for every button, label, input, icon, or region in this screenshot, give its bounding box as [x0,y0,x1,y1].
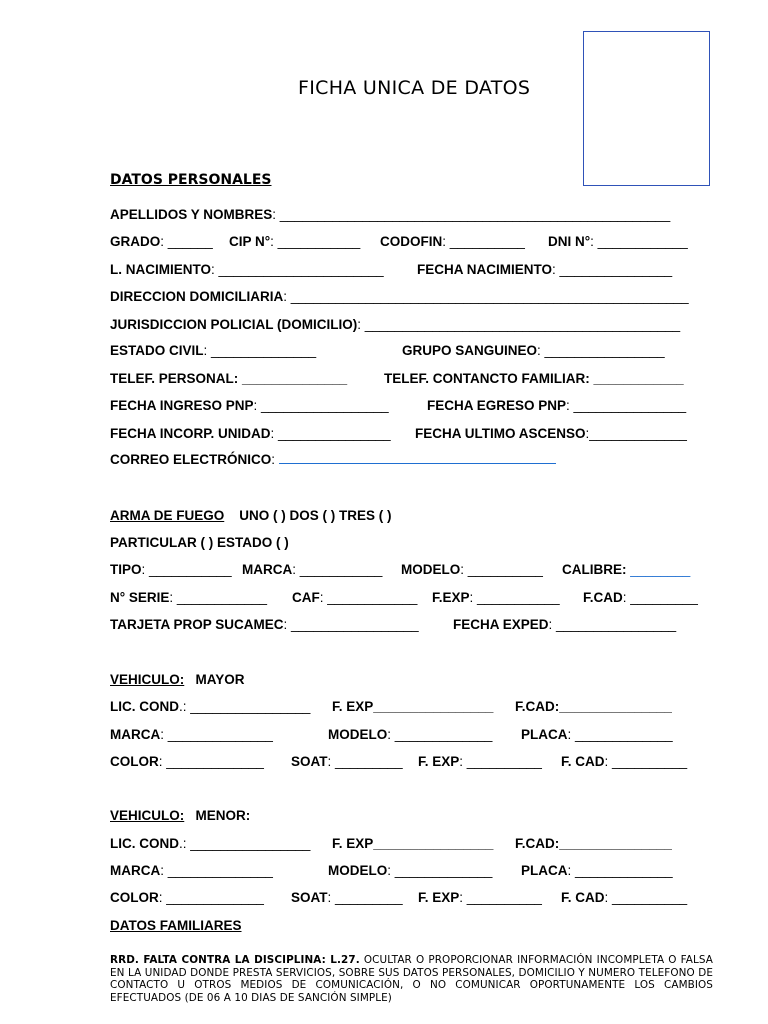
field-blank: : _____________________________________________________ [283,289,689,304]
field-label: CODOFIN [380,234,443,249]
arma-options[interactable]: UNO ( ) DOS ( ) TRES ( ) [239,508,392,523]
field-blank: : _______________ [566,398,687,413]
field-label: GRADO [110,234,161,249]
field-blank: : _____________ [567,863,673,878]
note-text: OCULTAR O PROPORCIONAR INFORMACIÓN INCOMPLETA O FALSA EN LA UNIDAD DONDE PRESTA SERVICIOS, SOBRE SUS DATOS PERSONALES, DOMICILIO Y NUMERO TELEFONO DE CONTACTO U OTROS MEDIOS DE COMUNICACIÓN, O NO COMUNICAR OPORTUNAMENTE LOS CAMBIOS EFECTUADOS (DE 06 A 10 DIAS DE SANCIÓN SIMPLE) [110,954,713,1004]
field-label: LIC. COND [110,699,179,714]
field-telef-familiar[interactable]: TELEF. CONTANCTO FAMILIAR: ____________ [384,371,684,386]
field-blank: : _____________ [567,727,673,742]
field-fexp-mayor[interactable]: F. EXP________________ [332,699,494,714]
field-label: CALIBRE: [562,562,631,577]
field-label: F. EXP [418,890,460,905]
field-fcad-arma[interactable] [583,590,698,605]
field-blank: : _________ [622,590,698,605]
field-marca-mayor[interactable] [110,727,273,742]
field-tarjeta-sucamec[interactable] [110,617,419,632]
field-fecha-nacimiento[interactable] [417,262,672,277]
field-colon: : [271,452,279,467]
field-blank: : ___________ [141,562,232,577]
field-blank: : __________ [442,234,525,249]
field-label: N° SERIE [110,590,170,605]
field-blank: .: ________________ [179,836,311,851]
field-label: F. CAD [561,890,605,905]
field-label: TIPO [110,562,142,577]
field-placa-menor[interactable] [521,863,673,878]
field-label: F. CAD [561,754,605,769]
field-label: MARCA [110,863,161,878]
field-label: PLACA [521,863,568,878]
field-blank: : __________ [459,754,542,769]
field-blank: : _______________ [552,262,673,277]
field-label: COLOR [110,754,159,769]
field-marca-menor[interactable] [110,863,273,878]
field-blank: : __________________________________________ [357,317,681,332]
field-label: GRUPO SANGUINEO [402,343,538,358]
field-jurisdiccion[interactable] [110,317,680,332]
field-soat-menor[interactable] [291,890,403,905]
field-label: FECHA INGRESO PNP [110,398,254,413]
vehiculo-menor-header [110,808,250,823]
field-label: FECHA EXPED [453,617,549,632]
field-blank: : ____________ [590,234,688,249]
field-fcad-menor[interactable]: F.CAD:_______________ [515,836,672,851]
field-blank: : _________________ [283,617,419,632]
field-soat-fexp-mayor[interactable] [418,754,542,769]
vehiculo-label: VEHICULO: [110,672,185,687]
field-fecha-ingreso[interactable] [110,398,389,413]
field-soat-mayor[interactable] [291,754,403,769]
field-label: CORREO ELECTRÓNICO [110,452,272,467]
field-fcad-mayor[interactable]: F.CAD:_______________ [515,699,672,714]
field-blank: : _____________ [158,890,264,905]
field-label: DNI N° [548,234,591,249]
section-datos-personales: DATOS PERSONALES [110,172,272,188]
field-label: MODELO [328,863,388,878]
field-correo[interactable] [110,452,556,467]
field-blank: : ____________ [169,590,268,605]
field-caf[interactable] [292,590,417,605]
field-blank: : ______ [160,234,213,249]
field-direccion[interactable] [110,289,689,304]
field-blank: : ______________ [160,863,273,878]
field-tipo[interactable] [110,562,232,577]
field-modelo-arma[interactable] [401,562,543,577]
field-label: L. NACIMIENTO [110,262,211,277]
field-label: TARJETA PROP SUCAMEC [110,617,284,632]
field-blank: .: ________________ [179,699,311,714]
field-blank: ________ [630,562,691,577]
field-label: FECHA INCORP. UNIDAD [110,426,271,441]
field-label: DIRECCION DOMICILIARIA [110,289,284,304]
photo-box [583,31,710,186]
field-grado[interactable] [110,234,213,249]
field-fecha-egreso[interactable] [427,398,686,413]
field-blank: : _________ [327,890,403,905]
field-telef-personal[interactable]: TELEF. PERSONAL: ______________ [110,371,348,386]
field-placa-mayor[interactable] [521,727,673,742]
field-label: FECHA ULTIMO ASCENSO [415,426,586,441]
field-codofin[interactable] [380,234,525,249]
field-label: MODELO [328,727,388,742]
field-blank: : ________________ [537,343,665,358]
vehiculo-type: MAYOR [195,672,245,687]
section-title: DATOS FAMILIARES [110,918,242,933]
field-blank: : ____________ [319,590,418,605]
field-soat-fcad-mayor[interactable] [561,754,687,769]
field-cip[interactable] [229,234,360,249]
field-fexp-menor[interactable]: F. EXP________________ [332,836,494,851]
field-label: F.EXP [432,590,470,605]
field-label: MARCA [110,727,161,742]
field-blank: : ___________ [469,590,560,605]
field-blank: : ______________ [160,727,273,742]
field-serie[interactable] [110,590,267,605]
field-label: FECHA NACIMIENTO [417,262,552,277]
field-blank: : ___________ [292,562,383,577]
field-apellidos-nombres[interactable] [110,207,670,222]
arma-row-1 [110,508,392,523]
vehiculo-label: VEHICULO: [110,808,185,823]
field-label: F.CAD [583,590,623,605]
field-blank: :_____________ [585,426,687,441]
field-soat-fcad-menor[interactable] [561,890,687,905]
field-label: SOAT [291,890,328,905]
field-blank: : _______________ [270,426,391,441]
field-blank: : _____________ [158,754,264,769]
vehiculo-type: MENOR: [195,808,251,823]
field-estado-civil[interactable] [110,343,316,358]
field-label: FECHA EGRESO PNP [427,398,567,413]
section-datos-familiares [110,918,242,933]
field-fexp-arma[interactable] [432,590,560,605]
field-color-mayor[interactable] [110,754,264,769]
field-grupo-sanguineo[interactable] [402,343,665,358]
field-label: CAF [292,590,320,605]
field-blank: : _____________ [387,727,493,742]
field-dni[interactable] [548,234,688,249]
field-fecha-ascenso[interactable] [415,426,687,441]
field-label: F. EXP [418,754,460,769]
field-marca-arma[interactable] [242,562,382,577]
field-label: PLACA [521,727,568,742]
field-label: SOAT [291,754,328,769]
note-heading: RRD. FALTA CONTRA LA DISCIPLINA: L.27. [110,954,360,966]
field-blank: : ______________ [203,343,317,358]
field-fecha-exped[interactable] [453,617,676,632]
arma-label: ARMA DE FUEGO [110,508,225,523]
field-lic-cond-mayor[interactable] [110,699,310,714]
field-lugar-nacimiento[interactable] [110,262,384,277]
field-label: APELLIDOS Y NOMBRES [110,207,273,222]
field-blank: : _________________ [253,398,389,413]
disciplinary-note [110,954,713,1004]
field-blank: : _____________ [387,863,493,878]
field-label: JURISDICCION POLICIAL (DOMICILIO) [110,317,358,332]
field-lic-cond-menor[interactable] [110,836,310,851]
field-color-menor[interactable] [110,890,264,905]
field-modelo-menor[interactable] [328,863,492,878]
field-label: LIC. COND [110,836,179,851]
vehiculo-mayor-header [110,672,245,687]
field-blank: : __________ [459,890,542,905]
field-label: CIP N° [229,234,271,249]
field-label: MODELO [401,562,461,577]
field-blank: : ___________ [270,234,361,249]
field-blank: : ________________ [548,617,677,632]
email-blank-line [279,453,556,464]
field-label: MARCA [242,562,293,577]
field-blank: : __________ [604,890,688,905]
field-blank: : __________ [460,562,543,577]
field-blank: : _________ [327,754,403,769]
field-blank: : __________ [604,754,688,769]
field-blank: : ____________________________________________________ [272,207,671,222]
arma-row-2[interactable]: PARTICULAR ( ) ESTADO ( ) [110,535,289,550]
field-label: ESTADO CIVIL [110,343,204,358]
field-fecha-incorp[interactable] [110,426,391,441]
field-modelo-mayor[interactable] [328,727,492,742]
document-title: FICHA UNICA DE DATOS [298,77,531,99]
field-blank: : ______________________ [211,262,384,277]
field-label: COLOR [110,890,159,905]
field-calibre[interactable] [562,562,690,577]
field-soat-fexp-menor[interactable] [418,890,542,905]
